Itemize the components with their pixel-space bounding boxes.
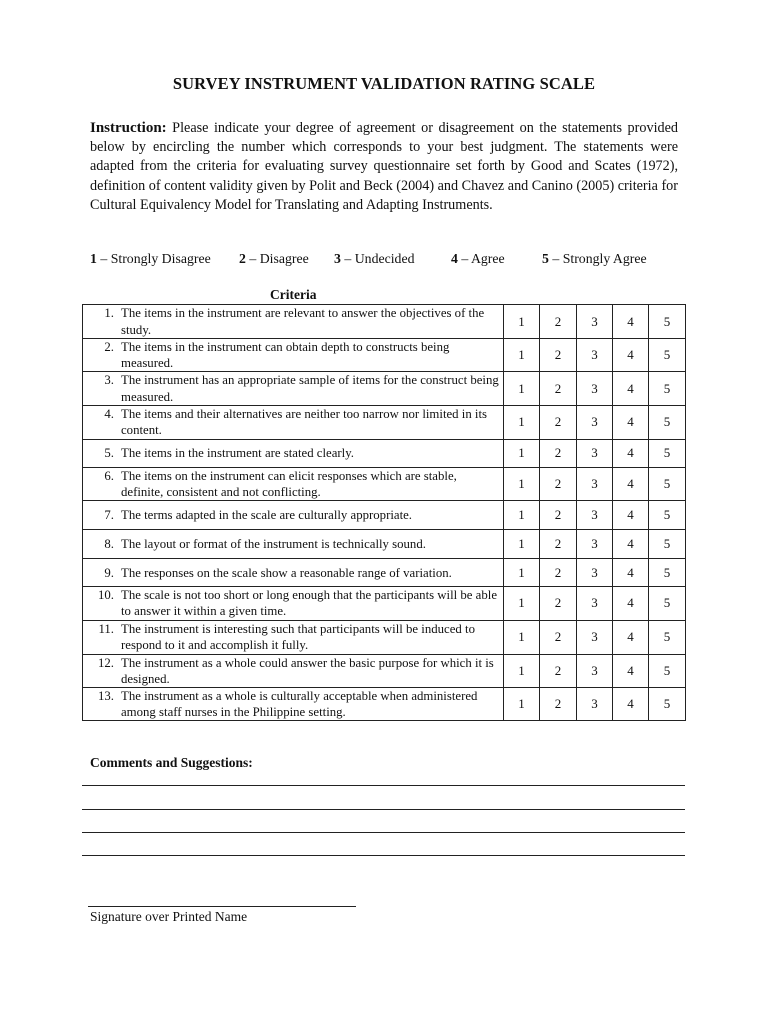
instruction-text: Please indicate your degree of agreement or disagreement on the statements provided below by encircling the number which corresponds to your best judgment. The statements were adapted from the criteria for evaluating survey questionnaire set forth by Good and Scates (1972), definition of content validity given by Polit and Beck (2004) and Chavez and Canino (2005) criteria for Cultural Equivalency Model for Translating and Adapting Instruments.: [90, 120, 678, 213]
criterion-number: 4.: [104, 407, 114, 422]
rating-option-4[interactable]: 4: [613, 654, 649, 687]
rating-option-5[interactable]: 5: [649, 439, 686, 467]
scale-legend-2: 2 – Disagree: [239, 251, 309, 266]
criterion-cell: [83, 372, 504, 405]
rating-option-1[interactable]: 1: [504, 530, 540, 559]
criterion-cell: [83, 559, 504, 587]
rating-option-4[interactable]: 4: [613, 559, 649, 587]
rating-option-1[interactable]: 1: [504, 372, 540, 405]
table-row: [83, 439, 686, 467]
criterion-text: The items in the instrument can obtain depth to constructs being measured.: [121, 340, 450, 371]
criteria-header: Criteria: [270, 287, 317, 302]
rating-option-3[interactable]: 3: [577, 559, 613, 587]
criterion-number: 13.: [98, 689, 114, 704]
scale-legend-1: 1 – Strongly Disagree: [90, 251, 211, 266]
rating-option-2[interactable]: 2: [540, 467, 577, 500]
rating-option-3[interactable]: 3: [577, 654, 613, 687]
rating-option-5[interactable]: 5: [649, 305, 686, 339]
rating-option-3[interactable]: 3: [577, 467, 613, 500]
page-title: SURVEY INSTRUMENT VALIDATION RATING SCALE: [172, 74, 596, 93]
comment-line-3[interactable]: [82, 832, 685, 833]
criterion-text: The instrument as a whole could answer the basic purpose for which it is designed.: [121, 655, 494, 686]
criterion-text: The layout or format of the instrument is technically sound.: [121, 537, 426, 552]
rating-option-2[interactable]: 2: [540, 559, 577, 587]
criterion-text: The instrument is interesting such that participants will be induced to respond to it and accomplish it fully.: [121, 621, 475, 653]
criterion-cell: [83, 339, 504, 372]
scale-legend-5: 5 – Strongly Agree: [542, 251, 647, 266]
signature-label: Signature over Printed Name: [90, 909, 248, 924]
criterion-number: 12.: [98, 655, 114, 670]
table-row: [83, 620, 686, 654]
rating-option-5[interactable]: 5: [649, 530, 686, 559]
criterion-cell: [83, 305, 504, 339]
rating-option-2[interactable]: 2: [540, 339, 577, 372]
criterion-number: 5.: [104, 446, 114, 461]
rating-option-5[interactable]: 5: [649, 620, 686, 654]
rating-option-2[interactable]: 2: [540, 501, 577, 530]
rating-option-1[interactable]: 1: [504, 405, 540, 439]
rating-option-5[interactable]: 5: [649, 559, 686, 587]
table-row: [83, 305, 686, 339]
rating-option-3[interactable]: 3: [577, 405, 613, 439]
criterion-cell: [83, 439, 504, 467]
rating-option-3[interactable]: 3: [577, 372, 613, 405]
criterion-number: 7.: [104, 508, 114, 523]
table-row: [83, 559, 686, 587]
criterion-number: 10.: [98, 588, 114, 603]
rating-option-1[interactable]: 1: [504, 467, 540, 500]
rating-option-1[interactable]: 1: [504, 305, 540, 339]
rating-option-3[interactable]: 3: [577, 305, 613, 339]
criterion-text: The items on the instrument can elicit responses which are stable, definite, consistent and not conflicting.: [121, 468, 457, 500]
criterion-number: 9.: [104, 565, 114, 580]
criterion-text: The items and their alternatives are neither too narrow nor limited in its content.: [121, 407, 488, 438]
signature-line[interactable]: [88, 906, 356, 907]
rating-option-5[interactable]: 5: [649, 501, 686, 530]
criterion-cell: [83, 688, 504, 721]
rating-option-3[interactable]: 3: [577, 688, 613, 721]
criterion-number: 11.: [98, 621, 114, 636]
rating-option-4[interactable]: 4: [613, 405, 649, 439]
table-row: [83, 501, 686, 530]
rating-option-5[interactable]: 5: [649, 688, 686, 721]
rating-option-5[interactable]: 5: [649, 405, 686, 439]
instruction-paragraph: [90, 119, 678, 215]
criterion-number: 1.: [104, 306, 114, 321]
rating-option-5[interactable]: 5: [649, 372, 686, 405]
criterion-cell: [83, 405, 504, 439]
criterion-text: The terms adapted in the scale are culturally appropriate.: [121, 508, 412, 523]
rating-option-3[interactable]: 3: [577, 587, 613, 620]
rating-option-3[interactable]: 3: [577, 339, 613, 372]
rating-option-1[interactable]: 1: [504, 559, 540, 587]
table-row: [83, 530, 686, 559]
rating-option-2[interactable]: 2: [540, 587, 577, 620]
rating-option-4[interactable]: 4: [613, 530, 649, 559]
rating-table: [82, 304, 686, 721]
rating-option-4[interactable]: 4: [613, 620, 649, 654]
comments-header: Comments and Suggestions:: [90, 755, 253, 770]
rating-option-4[interactable]: 4: [613, 305, 649, 339]
rating-option-4[interactable]: 4: [613, 467, 649, 500]
table-row: [83, 339, 686, 372]
rating-option-1[interactable]: 1: [504, 501, 540, 530]
criterion-cell: [83, 530, 504, 559]
rating-option-2[interactable]: 2: [540, 688, 577, 721]
rating-option-2[interactable]: 2: [540, 405, 577, 439]
rating-option-3[interactable]: 3: [577, 530, 613, 559]
rating-option-5[interactable]: 5: [649, 467, 686, 500]
scale-legend-4: 4 – Agree: [451, 251, 505, 266]
rating-option-2[interactable]: 2: [540, 372, 577, 405]
rating-option-5[interactable]: 5: [649, 587, 686, 620]
rating-option-1[interactable]: 1: [504, 654, 540, 687]
comment-line-1[interactable]: [82, 785, 685, 786]
rating-option-2[interactable]: 2: [540, 654, 577, 687]
comment-line-4[interactable]: [82, 855, 685, 856]
table-row: [83, 405, 686, 439]
rating-option-1[interactable]: 1: [504, 587, 540, 620]
rating-option-1[interactable]: 1: [504, 339, 540, 372]
rating-option-5[interactable]: 5: [649, 654, 686, 687]
rating-option-1[interactable]: 1: [504, 439, 540, 467]
table-row: [83, 688, 686, 721]
rating-option-4[interactable]: 4: [613, 439, 649, 467]
rating-option-2[interactable]: 2: [540, 620, 577, 654]
rating-option-4[interactable]: 4: [613, 587, 649, 620]
criterion-number: 6.: [104, 468, 114, 483]
rating-option-4[interactable]: 4: [613, 501, 649, 530]
criterion-number: 3.: [104, 373, 114, 388]
rating-option-2[interactable]: 2: [540, 305, 577, 339]
criterion-cell: [83, 467, 504, 500]
rating-option-4[interactable]: 4: [613, 688, 649, 721]
criterion-text: The instrument has an appropriate sample of items for the construct being measured.: [121, 373, 499, 404]
criterion-number: 2.: [104, 340, 114, 354]
rating-option-4[interactable]: 4: [613, 339, 649, 372]
table-row: [83, 587, 686, 620]
rating-option-2[interactable]: 2: [540, 530, 577, 559]
rating-option-3[interactable]: 3: [577, 501, 613, 530]
criterion-cell: [83, 620, 504, 654]
rating-option-4[interactable]: 4: [613, 372, 649, 405]
instruction-lead: Instruction:: [90, 120, 167, 136]
table-row: [83, 467, 686, 500]
table-row: [83, 372, 686, 405]
criterion-cell: [83, 654, 504, 687]
rating-option-1[interactable]: 1: [504, 620, 540, 654]
rating-option-3[interactable]: 3: [577, 620, 613, 654]
criterion-text: The scale is not too short or long enough that the participants will be able to answer it within a given time.: [121, 588, 497, 619]
criterion-text: The items in the instrument are stated clearly.: [121, 446, 354, 461]
criterion-text: The instrument as a whole is culturally acceptable when administered among staff nurses in the Philippine setting.: [121, 689, 478, 720]
criterion-cell: [83, 587, 504, 620]
criterion-text: The items in the instrument are relevant to answer the objectives of the study.: [121, 306, 485, 337]
rating-option-2[interactable]: 2: [540, 439, 577, 467]
rating-option-3[interactable]: 3: [577, 439, 613, 467]
rating-option-5[interactable]: 5: [649, 339, 686, 372]
rating-option-1[interactable]: 1: [504, 688, 540, 721]
scale-legend-3: 3 – Undecided: [334, 251, 415, 266]
criterion-number: 8.: [104, 537, 114, 552]
criterion-cell: [83, 501, 504, 530]
table-row: [83, 654, 686, 687]
criterion-text: The responses on the scale show a reasonable range of variation.: [121, 565, 452, 580]
comment-line-2[interactable]: [82, 809, 685, 810]
